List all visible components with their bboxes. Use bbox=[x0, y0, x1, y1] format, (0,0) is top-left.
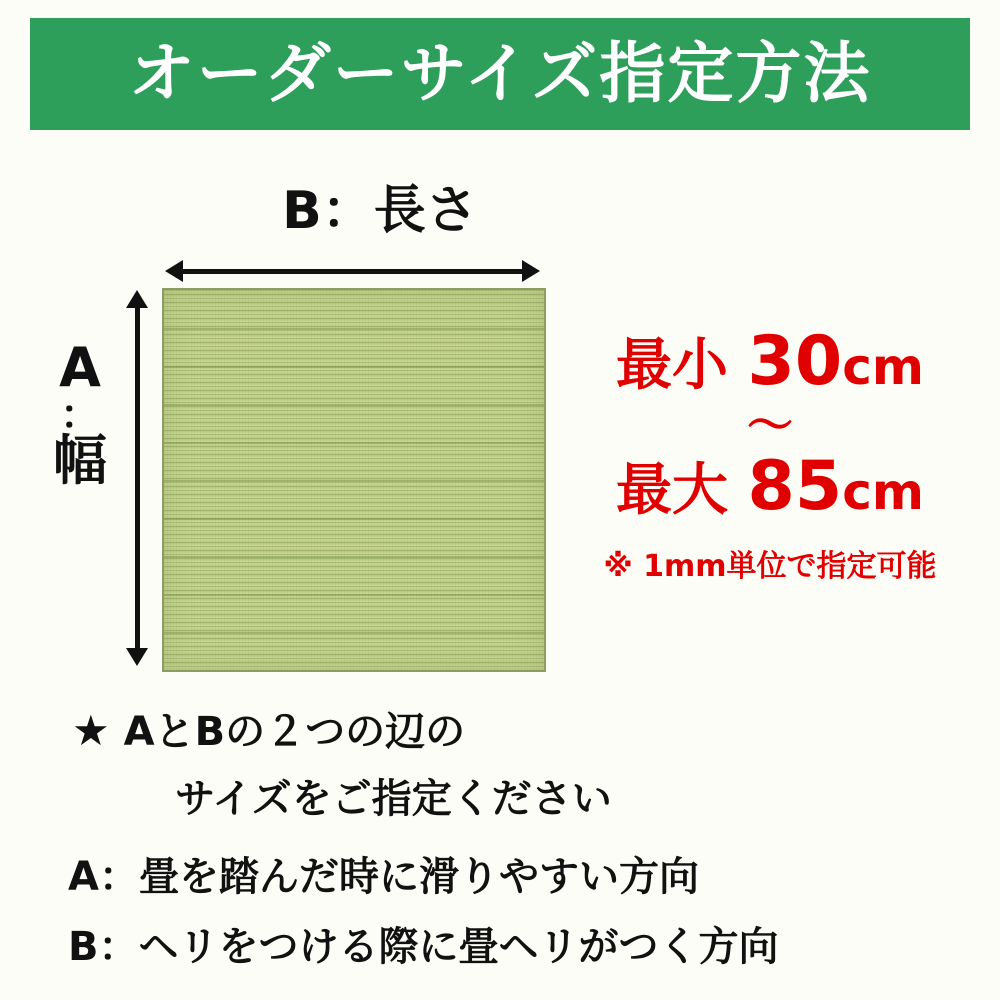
tatami-band bbox=[164, 632, 544, 634]
tatami-mat-image bbox=[162, 288, 546, 672]
width-label-word: 幅 bbox=[53, 428, 107, 492]
min-size-value: 30 bbox=[747, 322, 843, 401]
width-label bbox=[40, 336, 120, 492]
tatami-band bbox=[164, 480, 544, 482]
min-size-unit: cm bbox=[842, 338, 924, 396]
instruction-line-2: サイズをご指定ください bbox=[175, 776, 612, 822]
tatami-band bbox=[164, 328, 544, 330]
length-label: B：長さ bbox=[282, 181, 478, 241]
width-arrow-icon bbox=[126, 290, 148, 666]
min-size-label: 最小 bbox=[616, 333, 729, 398]
header-banner bbox=[30, 18, 970, 130]
arrow-head-bottom-icon bbox=[126, 648, 148, 666]
range-tilde: 〜 bbox=[747, 397, 793, 452]
arrow-line-horizontal bbox=[175, 269, 530, 274]
note-direction-a: A：畳を踏んだ時に滑りやすい方向 bbox=[68, 854, 699, 900]
arrow-line-vertical bbox=[135, 300, 140, 656]
size-diagram bbox=[0, 140, 1000, 700]
tatami-band bbox=[164, 556, 544, 558]
tatami-band bbox=[164, 594, 544, 596]
max-size-unit: cm bbox=[842, 462, 924, 521]
size-precision-note: ※ 1mm単位で指定可能 bbox=[603, 548, 937, 584]
instruction-line-1 bbox=[72, 700, 465, 757]
max-size-row bbox=[560, 446, 980, 526]
max-size-value: 85 bbox=[747, 446, 843, 526]
tatami-band bbox=[164, 404, 544, 406]
size-range-spec bbox=[560, 322, 980, 585]
note-direction-b: B：ヘリをつける際に畳ヘリがつく方向 bbox=[68, 924, 779, 970]
length-arrow-icon bbox=[165, 260, 540, 282]
page-title: オーダーサイズ指定方法 bbox=[128, 35, 872, 112]
tatami-band bbox=[164, 366, 544, 368]
arrow-head-right-icon bbox=[522, 260, 540, 282]
tatami-band bbox=[164, 442, 544, 444]
width-label-separator: ： bbox=[60, 391, 100, 438]
star-icon: ★ bbox=[72, 706, 110, 755]
min-size-row bbox=[560, 322, 980, 401]
tatami-band bbox=[164, 518, 544, 520]
max-size-label: 最大 bbox=[616, 457, 729, 523]
instruction-line-1-text: AとBの２つの辺の bbox=[123, 709, 466, 755]
width-label-letter: A bbox=[59, 336, 101, 399]
